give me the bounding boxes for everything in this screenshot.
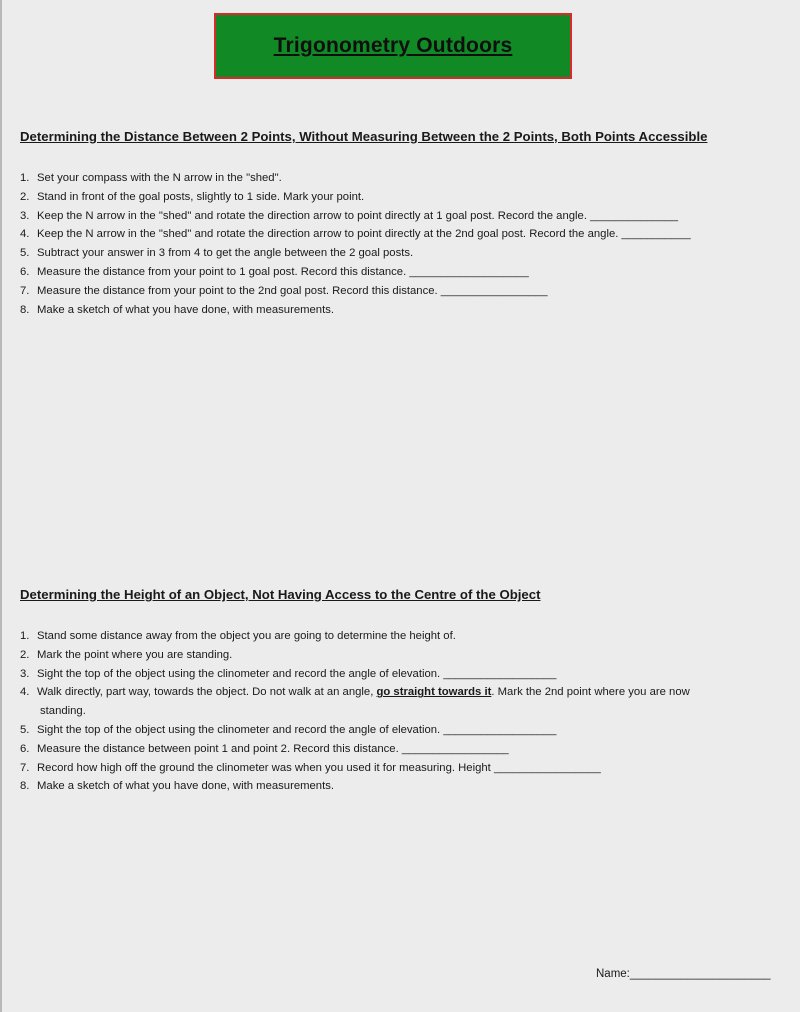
section-1-heading: Determining the Distance Between 2 Points, Without Measuring Between the 2 Points, Both Points Accessible xyxy=(20,129,708,144)
section-2-heading: Determining the Height of an Object, Not Having Access to the Centre of the Object xyxy=(20,587,541,602)
list-item: 4. Keep the N arrow in the "shed" and rotate the direction arrow to point directly at the 2nd goal post. Record the angle. ___________ xyxy=(20,228,691,241)
list-item: 5. Subtract your answer in 3 from 4 to get the angle between the 2 goal posts. xyxy=(20,247,414,260)
list-item: 7. Measure the distance from your point to the 2nd goal post. Record this distance. _________________ xyxy=(20,284,548,297)
list-item: 2. Mark the point where you are standing. xyxy=(20,648,233,661)
list-item: 1. Stand some distance away from the object you are going to determine the height of. xyxy=(20,630,456,642)
page-left-edge xyxy=(0,0,2,1012)
name-field-label: Name:______________________ xyxy=(596,968,771,980)
list-item: 2. Stand in front of the goal posts, slightly to 1 side. Mark your point. xyxy=(20,190,365,203)
list-item: 1. Set your compass with the N arrow in the "shed". xyxy=(20,172,282,184)
list-item: 8. Make a sketch of what you have done, with measurements. xyxy=(20,303,335,316)
list-item: 3. Keep the N arrow in the "shed" and rotate the direction arrow to point directly at 1 goal post. Record the angle. ______________ xyxy=(20,209,679,222)
list-item: 6. Measure the distance between point 1 and point 2. Record this distance. _________________ xyxy=(20,742,509,755)
list-item: 5. Sight the top of the object using the clinometer and record the angle of elevation. __________________ xyxy=(20,723,557,736)
section-2-steps xyxy=(20,627,690,796)
section-1-steps xyxy=(20,169,691,319)
page-title: Trigonometry Outdoors xyxy=(273,34,513,57)
list-item: 7. Record how high off the ground the clinometer was when you used it for measuring. Height _________________ xyxy=(20,761,601,774)
list-item: 8. Make a sketch of what you have done, with measurements. xyxy=(20,780,335,793)
title-banner xyxy=(214,13,572,79)
list-item: 6. Measure the distance from your point to 1 goal post. Record this distance. ___________________ xyxy=(20,265,529,278)
list-item: 3. Sight the top of the object using the clinometer and record the angle of elevation. __________________ xyxy=(20,667,557,680)
emphasis-text: go straight towards it xyxy=(376,686,492,699)
list-item: 4. Walk directly, part way, towards the object. Do not walk at an angle, go straight towards it. Mark the 2nd point where you are now standing. xyxy=(20,686,690,718)
